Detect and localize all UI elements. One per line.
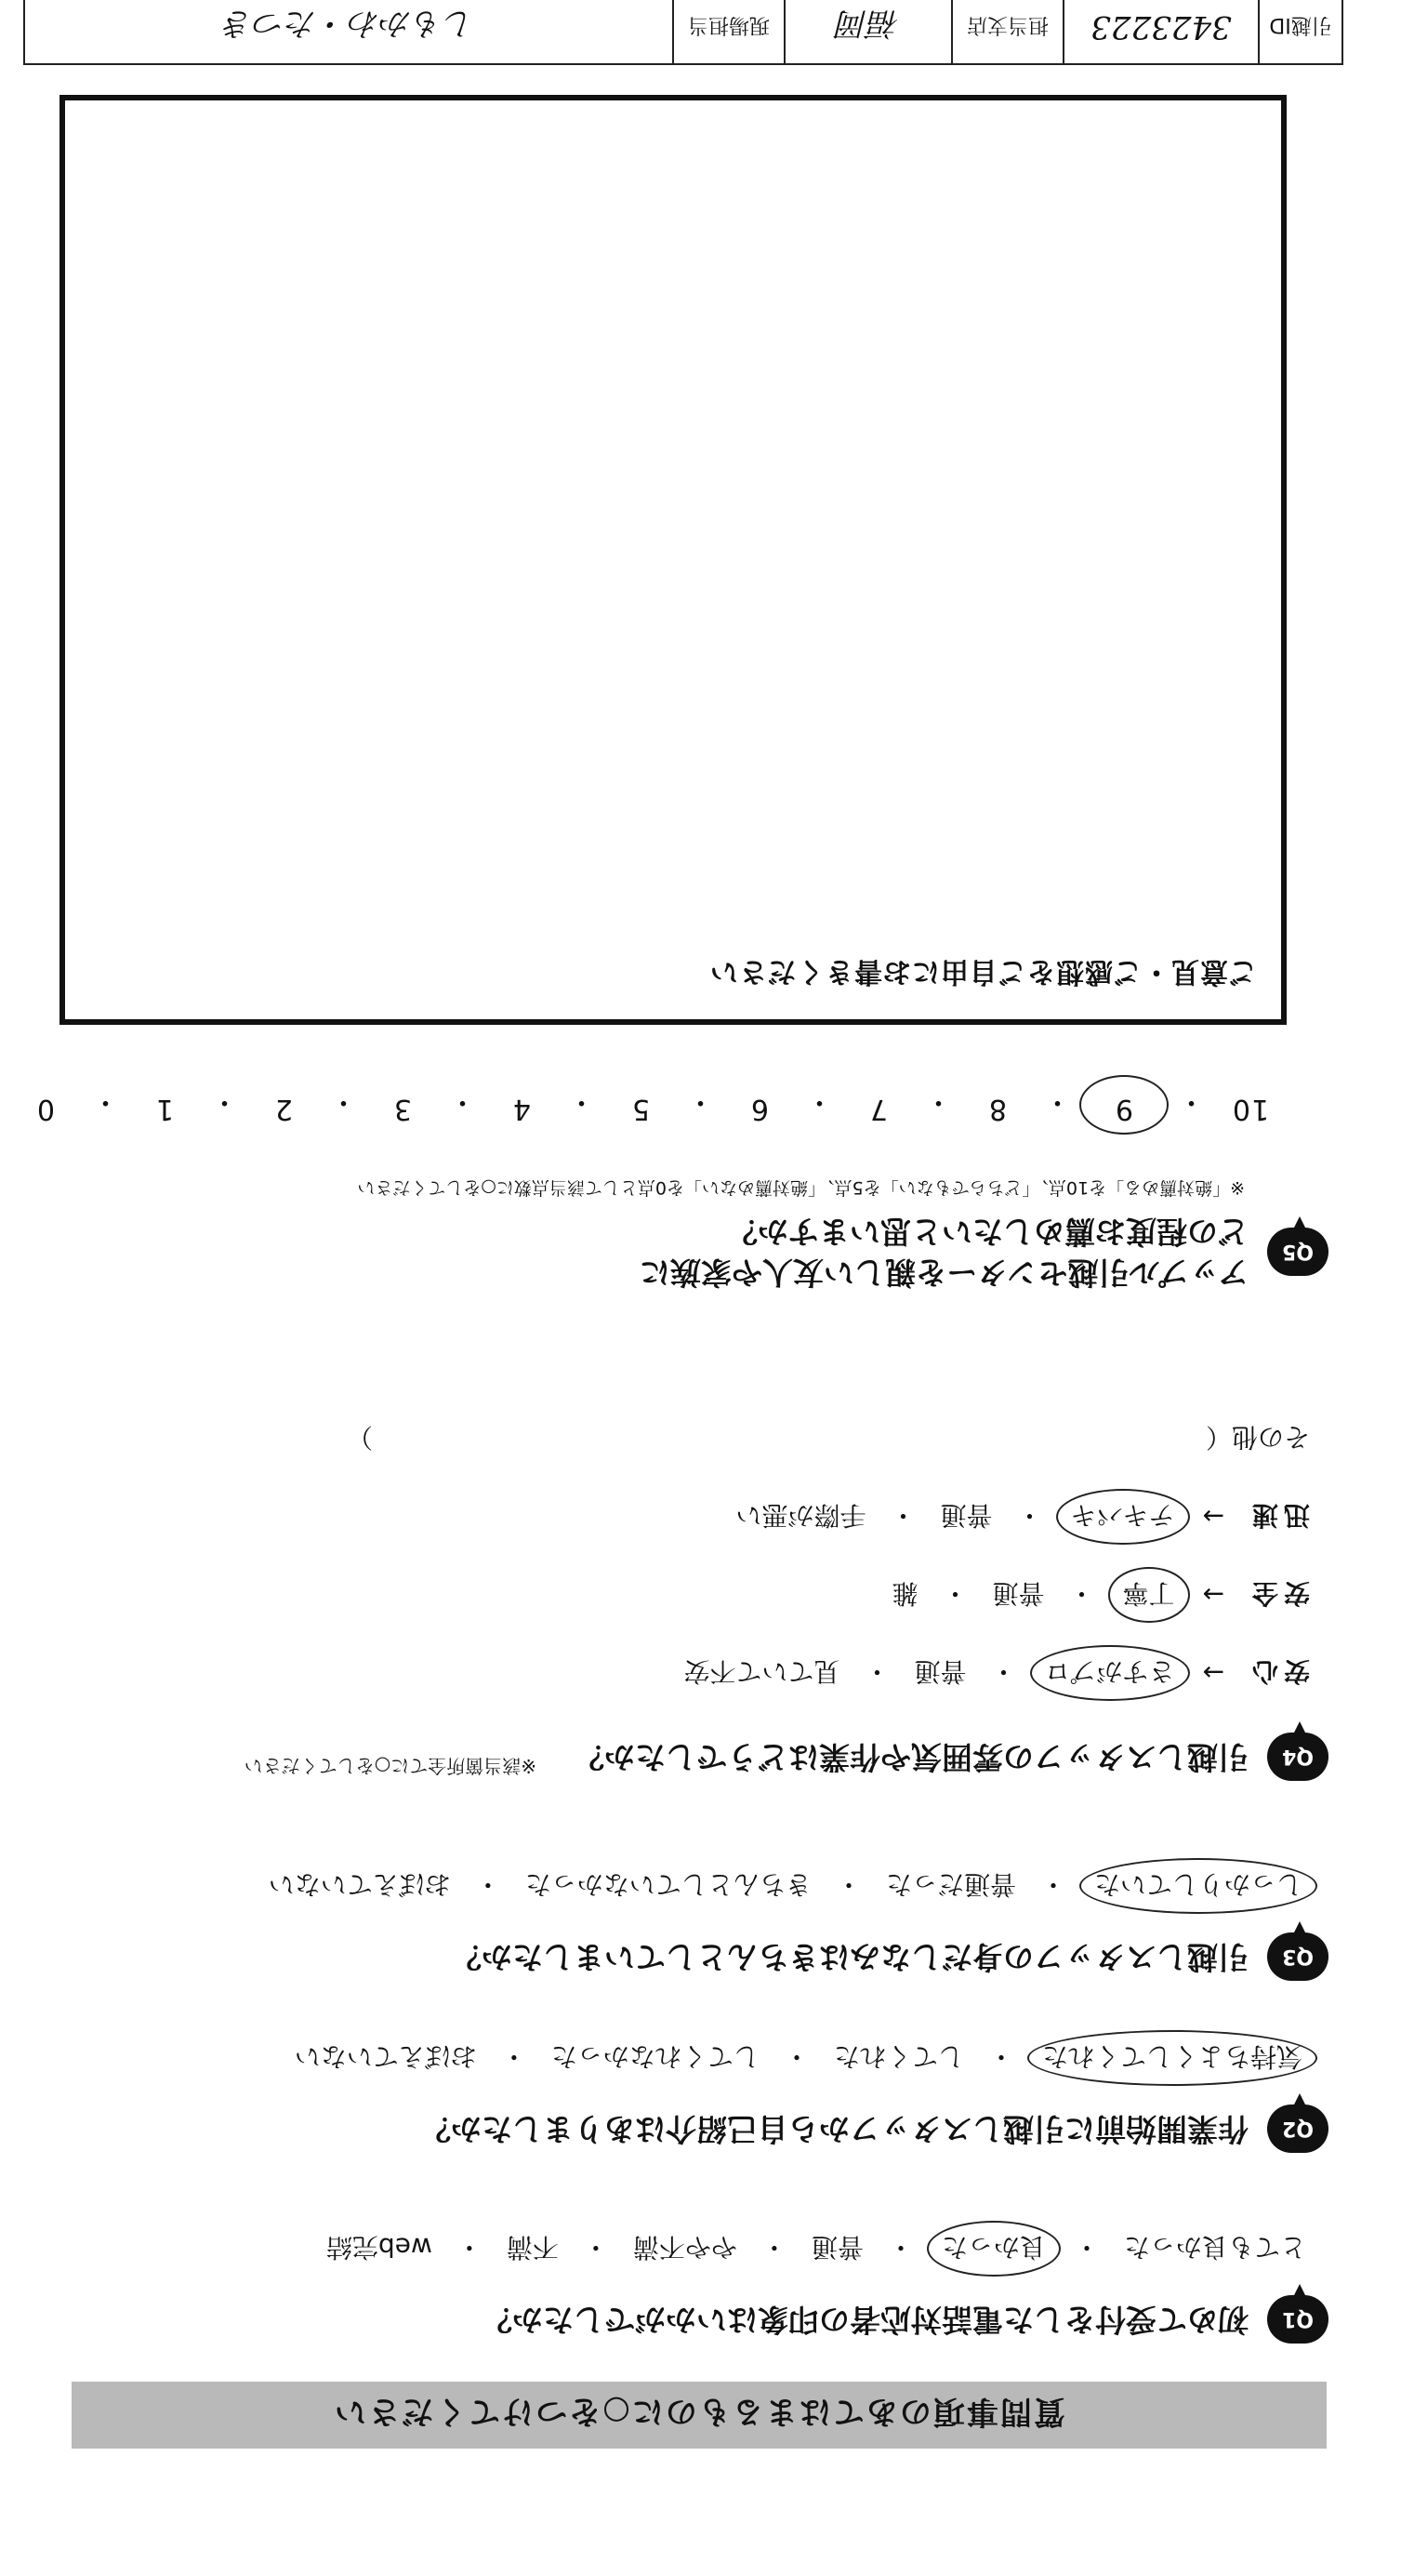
q2-option-selected[interactable]: 気持ちよくしてくれた <box>1027 2030 1317 2086</box>
score-option[interactable]: 6 <box>749 1093 770 1125</box>
q3-option[interactable]: 普通だった <box>885 1869 1016 1900</box>
q3-text: 引越しスタッフの身だしなみはきちんとしていましたか？ <box>451 1939 1249 1975</box>
q5-note: ※「絶対薦める」を10点、「どちらでもない」を5点、「絶対薦めない」を0点として該当点数に○をしてください <box>357 1177 1245 1198</box>
q2-options: 気持ちよくしてくれた ・ してくれた ・ してくれなかった ・ おぼえていない <box>56 2039 1328 2077</box>
aspect-option[interactable]: 見ていて不安 <box>683 1656 840 1687</box>
q3-bubble-icon: Q3 <box>1267 1932 1328 1981</box>
q2-option[interactable]: してくれなかった <box>550 2041 760 2072</box>
score-option[interactable]: 2 <box>273 1093 294 1125</box>
aspect-option[interactable]: 手際が悪い <box>735 1500 866 1531</box>
comment-box[interactable] <box>59 95 1287 1025</box>
leader-value[interactable]: しもかわ・たつき <box>222 5 475 43</box>
question-5 <box>56 1176 1328 1293</box>
q4-text: 引越しスタッフの雰囲気や作業はどうでしたか？ <box>574 1739 1249 1775</box>
aspect-option[interactable]: 普通 <box>992 1578 1045 1609</box>
aspect-label: 迅速 <box>1246 1500 1310 1531</box>
score-option[interactable]: 8 <box>987 1093 1008 1125</box>
q4-bubble-icon: Q4 <box>1267 1733 1328 1781</box>
question-4 <box>56 1420 1328 1781</box>
q5-score-scale: 10 ・ 9 ・ 8 ・ 7 ・ 6 ・ 5 ・ 4 ・ 3 ・ 2 ・ 1 ・ 0 <box>16 1084 1280 1125</box>
q3-option[interactable]: おぼえていない <box>268 1869 451 1900</box>
aspect-option-selected[interactable]: 丁寧 <box>1108 1567 1190 1623</box>
q1-option-selected[interactable]: 良かった <box>927 2221 1061 2277</box>
question-3 <box>56 1867 1328 1981</box>
aspect-option-selected[interactable]: テキパキ <box>1056 1489 1190 1545</box>
meta-table <box>23 0 1343 65</box>
leader-label: 現場担当 <box>672 0 784 63</box>
q1-option[interactable]: 普通 <box>811 2232 864 2263</box>
aspect-label: 安全 <box>1246 1578 1310 1609</box>
q1-options: とても良かった ・ 良かった ・ 普通 ・ やや不満 ・ 不満 ・ web完結 <box>56 2230 1328 2267</box>
aspect-option-selected[interactable]: さすがプロ <box>1030 1645 1190 1701</box>
q1-option[interactable]: やや不満 <box>632 2232 737 2263</box>
score-option[interactable]: 3 <box>392 1093 413 1125</box>
score-option[interactable]: 7 <box>868 1093 889 1125</box>
comment-title: ご意見・ご感想をご自由にお書きください <box>709 955 1257 988</box>
score-option[interactable]: 5 <box>630 1093 651 1125</box>
score-option[interactable]: 0 <box>35 1093 56 1125</box>
q1-text: 初めて受付をした電話対応者の印象はいかがでしたか？ <box>482 2302 1249 2338</box>
score-option[interactable]: 1 <box>154 1093 175 1125</box>
score-option[interactable]: 10 <box>1231 1093 1270 1125</box>
arrow-icon: → <box>1202 1579 1224 1611</box>
q4-aspect-relief: 安心 → さすがプロ ・ 普通 ・ 見ていて不安 <box>56 1654 1328 1692</box>
q2-text: 作業開始前に引越しスタッフから自己紹介はありましたか？ <box>420 2111 1249 2147</box>
q4-other <box>56 1420 1328 1457</box>
branch-label: 担当支店 <box>951 0 1063 63</box>
q5-text-line1: アップル引越センターを親しい友人や家族に <box>639 1255 1249 1291</box>
aspect-option[interactable]: 普通 <box>914 1656 967 1687</box>
score-option-selected[interactable]: 9 <box>1079 1075 1169 1135</box>
q2-option[interactable]: してくれた <box>833 2041 964 2072</box>
q3-options: しっかりしていた ・ 普通だった ・ きちんとしていなかった ・ おぼえていない <box>56 1867 1328 1905</box>
q4-aspect-safety: 安全 → 丁寧 ・ 普通 ・ 雑 <box>56 1576 1328 1613</box>
question-1 <box>56 2230 1328 2344</box>
aspect-label: 安心 <box>1246 1656 1310 1687</box>
q1-bubble-icon: Q1 <box>1267 2295 1328 2344</box>
q4-aspect-speed: 迅速 → テキパキ ・ 普通 ・ 手際が悪い <box>56 1498 1328 1535</box>
question-2 <box>56 2039 1328 2153</box>
q1-option[interactable]: とても良かった <box>1123 2232 1306 2263</box>
q1-option[interactable]: 不満 <box>506 2232 559 2263</box>
instruction-banner: 質問事項のあてはまるものに○をつけてください <box>72 2382 1327 2449</box>
branch-value[interactable]: 福岡 <box>784 0 951 63</box>
q4-note: ※該当箇所全てに○をしてください <box>244 1755 536 1777</box>
q1-option[interactable]: web完結 <box>325 2232 432 2263</box>
arrow-icon: → <box>1202 1657 1224 1689</box>
arrow-icon: → <box>1202 1501 1224 1533</box>
aspect-option[interactable]: 雑 <box>892 1578 919 1609</box>
other-field[interactable]: その他（ ） <box>346 1422 1310 1453</box>
q5-text-line2: どの程度お薦めしたいと思いますか？ <box>727 1214 1249 1250</box>
q2-option[interactable]: おぼえていない <box>294 2041 477 2072</box>
score-option[interactable]: 4 <box>511 1093 532 1125</box>
aspect-option[interactable]: 普通 <box>940 1500 993 1531</box>
q3-option[interactable]: きちんとしていなかった <box>524 1869 812 1900</box>
q2-bubble-icon: Q2 <box>1267 2105 1328 2153</box>
q3-option-selected[interactable]: しっかりしていた <box>1079 1858 1317 1914</box>
q5-bubble-icon: Q5 <box>1267 1228 1328 1276</box>
move-id-value[interactable]: 3423223 <box>1063 0 1258 63</box>
move-id-label: 引越ID <box>1258 0 1342 63</box>
